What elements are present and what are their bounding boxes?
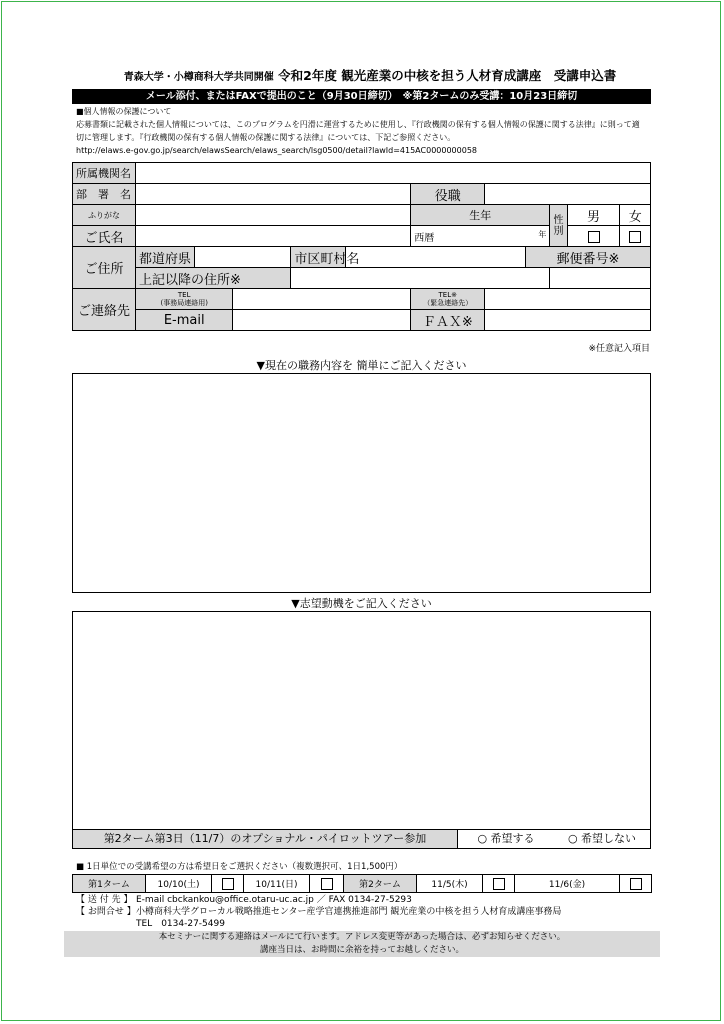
- day4-label: 11/6(金): [515, 875, 620, 893]
- female-label: 女: [620, 205, 651, 226]
- tel2-label: [411, 289, 485, 310]
- duties-heading: ▼現在の職務内容を 簡単にご記入ください: [256, 359, 467, 372]
- application-form: [72, 162, 651, 331]
- name-field[interactable]: [135, 226, 410, 247]
- term2-label: 第2ターム: [344, 875, 417, 893]
- inquiry-tel: TEL 0134-27-5499: [136, 919, 225, 929]
- tel2-label-sub: （緊急連絡先）: [423, 299, 473, 307]
- pilot-tour-row: [72, 829, 651, 849]
- day1-label: 10/10(土): [146, 875, 212, 893]
- form-title: [70, 66, 670, 84]
- city-field[interactable]: [346, 247, 526, 268]
- contact-label: ご連絡先: [73, 289, 136, 331]
- city-label: 市区町村名: [291, 247, 346, 268]
- day2-checkbox[interactable]: [310, 875, 344, 893]
- send-to-label: 【 送 付 先 】: [76, 895, 133, 905]
- day-selection-note: ■ 1日単位での受講希望の方は希望日をご選択ください（複数選択可、1日1,500円）: [76, 862, 403, 872]
- address-rest-label: 上記以降の住所※: [135, 268, 290, 289]
- birth-year-field[interactable]: [411, 226, 550, 247]
- birth-year-label: 生年: [411, 205, 550, 226]
- term1-label: 第1ターム: [73, 875, 146, 893]
- email-label: E-mail: [135, 310, 233, 331]
- prefecture-label: 都道府県: [135, 247, 194, 268]
- day3-checkbox-box[interactable]: [493, 878, 505, 890]
- tel-field[interactable]: [233, 289, 411, 310]
- tour-yes-option[interactable]: ○ 希望する: [477, 832, 535, 845]
- footer-line-2: 講座当日は、お時間に余裕を持ってお越しください。: [259, 945, 464, 955]
- fax-field[interactable]: [485, 310, 651, 331]
- privacy-notice: [76, 105, 656, 157]
- tel-label: [135, 289, 233, 310]
- contact-info: [76, 894, 561, 930]
- male-checkbox-box[interactable]: [588, 231, 600, 243]
- day1-checkbox[interactable]: [212, 875, 244, 893]
- day1-checkbox-box[interactable]: [222, 878, 234, 890]
- affiliation-label: 所属機関名: [73, 163, 136, 184]
- year-unit: 年: [538, 229, 547, 239]
- privacy-line-1: 応募書類に記載された個人情報については、このプログラムを円滑に運営するために使用し、『行政機関の保有する個人情報の保護に関する法律』に則って適: [76, 120, 640, 129]
- privacy-url[interactable]: http://elaws.e-gov.go.jp/search/elawsSearch/elaws_search/lsg0500/detail?lawId=415AC0000000058: [76, 146, 477, 155]
- footer-line-1: 本セミナーに関する連絡はメールにて行います。アドレス変更等があった場合は、必ずお知らせください。: [158, 932, 566, 942]
- email-field[interactable]: [233, 310, 411, 331]
- tel2-field[interactable]: [485, 289, 651, 310]
- male-label: 男: [567, 205, 620, 226]
- tel-label-text: TEL: [177, 291, 191, 299]
- tel2-label-text: TEL※: [438, 291, 457, 299]
- postal-label: 郵便番号※: [525, 247, 650, 268]
- day2-checkbox-box[interactable]: [321, 878, 333, 890]
- day-selection-table: [72, 874, 652, 893]
- day3-label: 11/5(木): [417, 875, 483, 893]
- era-label: 西暦: [414, 232, 435, 244]
- tel-label-sub: (事務局連絡用): [160, 299, 208, 307]
- duties-textarea[interactable]: [72, 373, 651, 593]
- name-label: ご氏名: [73, 226, 136, 247]
- privacy-heading: ■個人情報の保護について: [76, 107, 172, 116]
- inquiry-label: 【 お問合せ 】: [76, 907, 136, 917]
- send-to-value: E-mail cbckankou@office.otaru-uc.ac.jp ／ FAX 0134-27-5293: [136, 895, 412, 905]
- motivation-heading: ▼志望動機をご記入ください: [291, 597, 432, 610]
- privacy-line-2: 切に管理します。『行政機関の保有する個人情報の保護に関する法律』については、下記ご参照ください。: [76, 133, 456, 142]
- prefecture-field[interactable]: [194, 247, 290, 268]
- day4-checkbox-box[interactable]: [630, 878, 642, 890]
- day3-checkbox[interactable]: [483, 875, 515, 893]
- postal-field[interactable]: [550, 268, 651, 289]
- female-checkbox[interactable]: [620, 226, 651, 247]
- organizer: 青森大学・小樽商科大学共同開催: [123, 72, 274, 83]
- day2-label: 10/11(日): [244, 875, 310, 893]
- footer-notice: [64, 931, 660, 957]
- position-field[interactable]: [485, 184, 651, 205]
- day4-checkbox[interactable]: [620, 875, 652, 893]
- position-label: 役職: [411, 184, 485, 205]
- sex-label: 性別: [550, 205, 567, 247]
- address-label: ご住所: [73, 247, 136, 289]
- fax-label: ＦＡＸ※: [411, 310, 485, 331]
- furigana-label: ふりがな: [73, 205, 136, 226]
- furigana-field[interactable]: [135, 205, 410, 226]
- male-checkbox[interactable]: [567, 226, 620, 247]
- department-label: 部 署 名: [73, 184, 136, 205]
- motivation-textarea[interactable]: [72, 611, 651, 830]
- department-field[interactable]: [135, 184, 410, 205]
- affiliation-field[interactable]: [135, 163, 650, 184]
- deadline-banner: メール添付、またはFAXで提出のこと（9月30日締切） ※第2タームのみ受講：10月23日締切: [72, 89, 651, 104]
- title-text: 令和2年度 観光産業の中核を担う人材育成講座 受講申込書: [278, 68, 617, 83]
- inquiry-value: 小樽商科大学グローカル戦略推進センター産学官連携推進部門 観光産業の中核を担う人材育成講座事務局: [136, 907, 562, 917]
- female-checkbox-box[interactable]: [629, 231, 641, 243]
- tour-no-option[interactable]: ○ 希望しない: [567, 832, 637, 845]
- pilot-tour-label: 第2ターム第3日（11/7）のオプショナル・パイロットツアー参加: [73, 830, 458, 848]
- optional-note: ※任意記入項目: [588, 344, 650, 354]
- address-rest-field[interactable]: [291, 268, 550, 289]
